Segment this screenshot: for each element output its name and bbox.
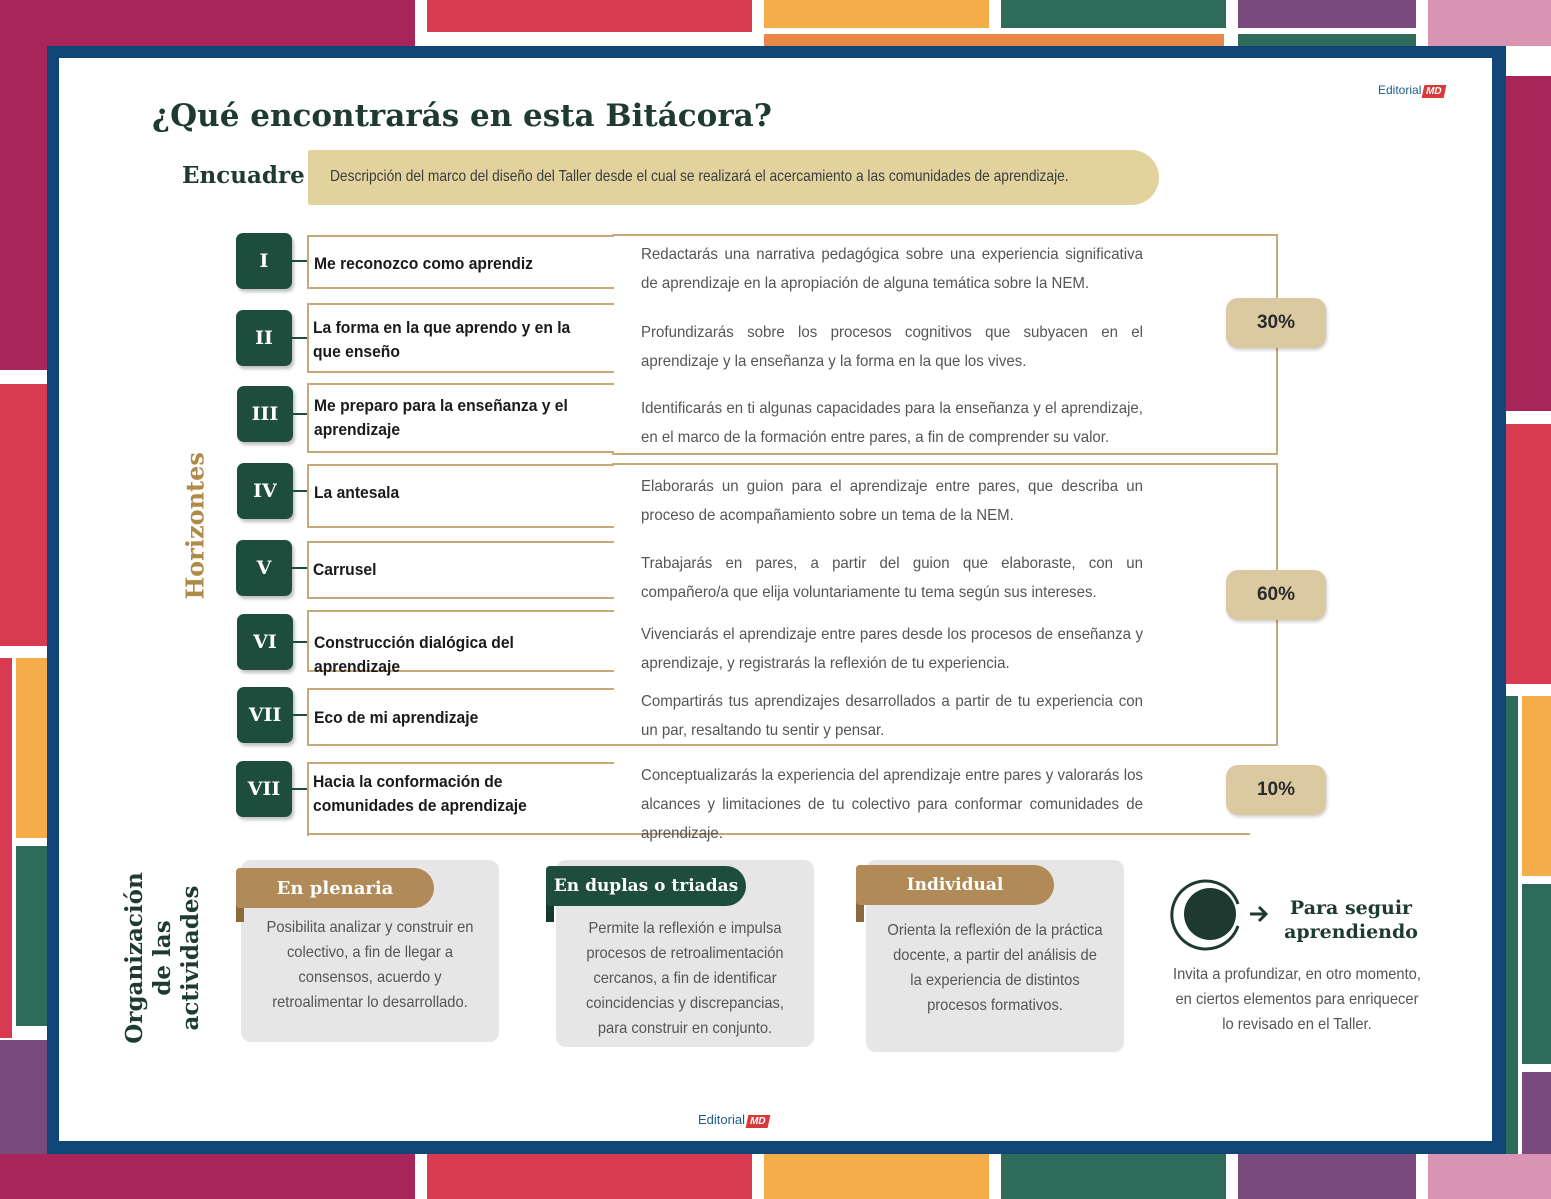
horizon-title: Hacia la conformación de comunidades de aprendizaje xyxy=(313,772,527,815)
page-title: ¿Qué encontrarás en esta Bitácora? xyxy=(152,98,772,134)
connector xyxy=(292,260,308,262)
logo-text: Editorial xyxy=(1378,83,1422,97)
horizon-title: La antesala xyxy=(314,483,400,502)
percent-badge-10: 10% xyxy=(1226,765,1326,815)
card-text: Orienta la reflexión de la práctica docente, a partir del análisis de la experiencia de distintos procesos formativos. xyxy=(887,922,1103,1014)
horizon-badge: VII xyxy=(237,687,293,743)
card-title: Individual xyxy=(856,865,1054,905)
horizon-desc: Redactarás una narrativa pedagógica sobre una experiencia significativa de aprendizaje en la apropiación de alguna temática sobre la NEM. xyxy=(641,246,1143,292)
horizon-desc: Vivenciarás el aprendizaje entre pares desde los procesos de enseñanza y aprendizaje, y registrarás la reflexión de tu experiencia. xyxy=(641,626,1143,672)
horizon-title: Me reconozco como aprendiz xyxy=(314,254,534,273)
more-text: Invita a profundizar, en otro momento, en ciertos elementos para enriquecer lo revisado en el Taller. xyxy=(1173,966,1421,1033)
organization-label-line2: de las xyxy=(149,920,176,996)
encuadre-text: Descripción del marco del diseño del Taller desde el cual se realizará el acercamiento a las comunidades de aprendizaje. xyxy=(330,168,1069,185)
horizon-title: La forma en la que aprendo y en la que enseño xyxy=(313,318,571,361)
connector xyxy=(293,641,308,643)
logo-top xyxy=(1378,83,1445,98)
more-title: Para seguir aprendiendo xyxy=(1284,897,1418,943)
logo-mark: MD xyxy=(1422,85,1446,98)
horizon-badge: VI xyxy=(237,614,293,670)
horizon-title: Carrusel xyxy=(313,560,377,579)
encuadre-label: Encuadre xyxy=(182,162,305,189)
connector xyxy=(293,490,308,492)
percent-badge-60: 60% xyxy=(1226,570,1326,620)
horizon-badge: V xyxy=(236,540,292,596)
percent-badge-30: 30% xyxy=(1226,298,1326,348)
card-title: En plenaria xyxy=(236,868,434,908)
card-text: Permite la reflexión e impulsa procesos de retroalimentación cercanos, a fin de identificar coincidencias y discrepancias, para construir en conjunto. xyxy=(585,920,785,1037)
horizon-title: Eco de mi aprendizaje xyxy=(314,708,479,727)
cycle-arrow-icon xyxy=(1170,874,1270,954)
horizon-desc: Compartirás tus aprendizajes desarrollados a partir de tu experiencia con un par, resaltando tu sentir y pensar. xyxy=(641,693,1143,739)
horizon-badge: I xyxy=(236,233,292,289)
horizon-badge: VII xyxy=(236,761,292,817)
logo-bottom xyxy=(698,1112,769,1128)
horizon-title: Me preparo para la enseñanza y el aprendizaje xyxy=(314,396,568,439)
horizon-desc: Elaborarás un guion para el aprendizaje entre pares, que describa un proceso de acompañamiento sobre un tema de la NEM. xyxy=(641,478,1143,524)
logo-mark: MD xyxy=(746,1115,770,1128)
horizon-title: Construcción dialógica del aprendizaje xyxy=(314,633,514,676)
connector xyxy=(292,788,308,790)
organization-label-line3: actividades xyxy=(177,885,204,1031)
connector xyxy=(293,413,308,415)
connector xyxy=(293,714,308,716)
connector xyxy=(292,567,308,569)
organization-label-line1: Organización xyxy=(121,872,148,1044)
horizontes-label: Horizontes xyxy=(180,452,210,600)
connector xyxy=(292,337,308,339)
horizon-badge: III xyxy=(237,386,293,442)
horizon-desc: Identificarás en ti algunas capacidades para la enseñanza y el aprendizaje, en el marco de la formación entre pares, a fin de comprender su valor. xyxy=(641,400,1143,446)
horizon-badge: IV xyxy=(237,463,293,519)
card-text: Posibilita analizar y construir en colectivo, a fin de llegar a consensos, acuerdo y retroalimentar lo desarrollado. xyxy=(266,919,474,1011)
organization-label xyxy=(121,863,205,1053)
horizon-desc: Profundizarás sobre los procesos cognitivos que subyacen en el aprendizaje y la enseñanza y la forma en la que los vives. xyxy=(641,324,1143,370)
card-title: En duplas o triadas xyxy=(546,866,746,906)
horizon-desc: Trabajarás en pares, a partir del guion que elaboraste, con un compañero/a que elija voluntariamente tu tema según sus intereses. xyxy=(641,555,1143,601)
logo-text: Editorial xyxy=(698,1112,745,1127)
horizon-desc: Conceptualizarás la experiencia del aprendizaje entre pares y valorarás los alcances y limitaciones de tu colectivo para conformar comunidades de aprendizaje. xyxy=(641,767,1143,842)
horizon-badge: II xyxy=(236,310,292,366)
